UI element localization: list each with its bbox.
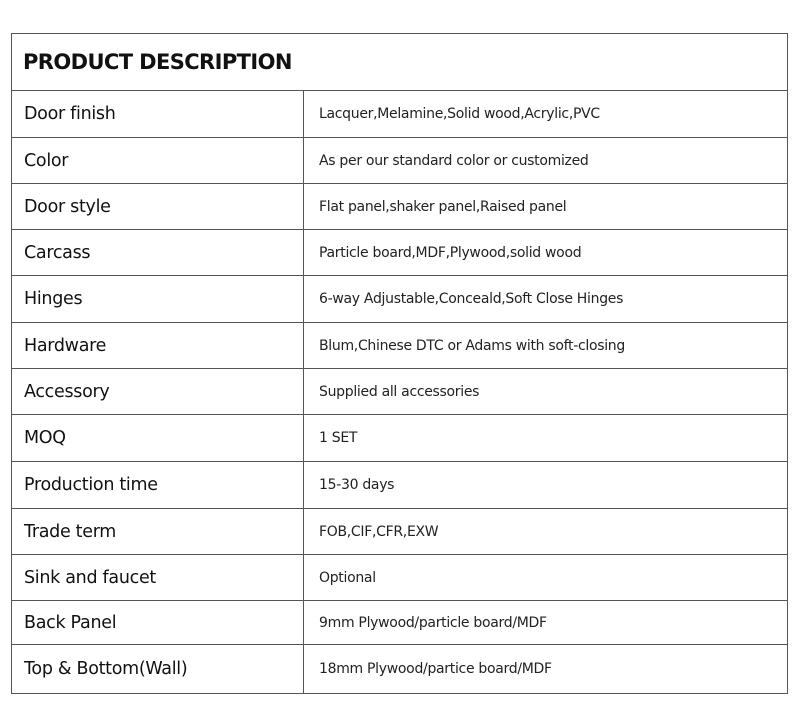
table-header [12,34,787,91]
row-label: Carcass [12,230,304,275]
table-row [12,462,787,509]
table-row [12,276,787,323]
row-label: Production time [12,462,304,508]
row-value: Particle board,MDF,Plywood,solid wood [319,244,582,261]
row-value: Lacquer,Melamine,Solid wood,Acrylic,PVC [319,106,600,122]
table-row [12,645,787,693]
row-value: 18mm Plywood/partice board/MDF [319,661,552,677]
row-value: As per our standard color or customized [319,152,589,169]
row-value: Flat panel,shaker panel,Raised panel [319,198,567,215]
row-label: Door finish [12,91,304,137]
row-value: 9mm Plywood/particle board/MDF [319,614,547,631]
table-row [12,369,787,415]
row-label: Sink and faucet [12,555,304,600]
row-label: Accessory [12,369,304,414]
table-row [12,91,787,138]
row-value: 1 SET [319,430,358,446]
table-row [12,138,787,184]
row-label: Trade term [12,509,304,554]
table-row [12,230,787,276]
row-label: Color [12,138,304,183]
row-label: Hardware [12,323,304,368]
row-label: Top & Bottom(Wall) [12,645,304,693]
table-title: PRODUCT DESCRIPTION [23,50,292,74]
table-row [12,184,787,230]
row-value: 6-way Adjustable,Conceald,Soft Close Hinges [319,291,624,307]
row-value: FOB,CIF,CFR,EXW [319,523,439,540]
table-row [12,555,787,601]
row-value: Supplied all accessories [319,383,480,400]
row-label: Door style [12,184,304,229]
table-row [12,601,787,645]
table-row [12,323,787,369]
table-row [12,415,787,462]
row-value: Optional [319,569,376,586]
table-row [12,509,787,555]
row-value: 15-30 days [319,477,395,493]
row-label: MOQ [12,415,304,461]
row-label: Hinges [12,276,304,322]
product-description-table [11,33,788,694]
row-label: Back Panel [12,601,304,644]
row-value: Blum,Chinese DTC or Adams with soft-closing [319,337,625,354]
